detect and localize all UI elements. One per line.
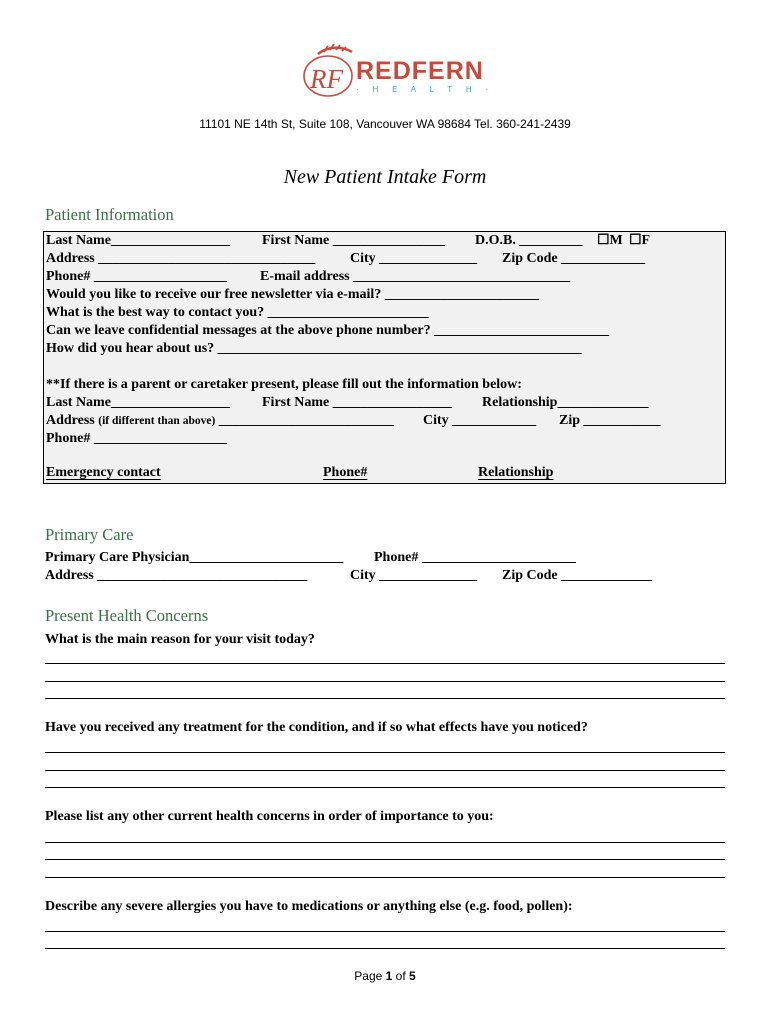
question-main-reason: What is the main reason for your visit today? (45, 632, 315, 647)
caretaker-zip-field[interactable]: Zip ___________ (559, 413, 661, 428)
primary-care-city-field[interactable]: City ______________ (350, 568, 478, 583)
answer-line[interactable] (45, 770, 725, 771)
caretaker-address-label: Address (46, 413, 95, 428)
page-number: 1 (385, 969, 393, 983)
answer-line[interactable] (45, 752, 725, 753)
caretaker-relationship-field[interactable]: Relationship_____________ (482, 395, 649, 410)
primary-care-address-field[interactable]: Address ______________________________ (45, 568, 308, 583)
phone-field[interactable]: Phone# ___________________ (46, 269, 227, 284)
emergency-phone-field[interactable] (323, 464, 465, 482)
section-title-primary-care: Primary Care (45, 525, 134, 544)
emergency-contact-label: Emergency contact (46, 465, 161, 480)
first-name-field[interactable]: First Name ________________ (262, 233, 445, 248)
answer-line[interactable] (45, 842, 725, 843)
question-other-concerns: Please list any other current health concerns in order of importance to you: (45, 809, 494, 824)
sex-female-checkbox[interactable]: ☐F (629, 233, 651, 248)
answer-line[interactable] (45, 877, 725, 878)
answer-line[interactable] (45, 663, 725, 664)
answer-line[interactable] (45, 931, 725, 932)
city-field[interactable]: City ______________ (350, 251, 478, 266)
dob-field[interactable]: D.O.B. _________ (475, 233, 583, 248)
answer-line[interactable] (45, 681, 725, 682)
caretaker-city-field[interactable]: City ____________ (423, 413, 537, 428)
of-word: of (395, 969, 406, 983)
contact-method-question[interactable]: What is the best way to contact you? _______________________ (46, 305, 429, 320)
newsletter-question[interactable]: Would you like to receive our free newsletter via e-mail? ______________________ (46, 287, 539, 302)
caretaker-address-field[interactable] (46, 412, 394, 430)
emergency-contact-field[interactable] (46, 464, 307, 482)
section-title-patient-information: Patient Information (45, 205, 174, 224)
answer-line[interactable] (45, 787, 725, 788)
page-total: 5 (409, 969, 416, 983)
caretaker-first-name-field[interactable]: First Name _________________ (262, 395, 452, 410)
section-title-present-health-concerns: Present Health Concerns (45, 606, 209, 625)
form-title: New Patient Intake Form (283, 166, 487, 188)
logo-monogram: RF (310, 64, 343, 94)
caretaker-address-hint: (if different than above) (98, 415, 216, 427)
last-name-field[interactable]: Last Name_________________ (46, 233, 230, 248)
confidential-message-question[interactable]: Can we leave confidential messages at the above phone number? _________________________ (46, 323, 610, 338)
answer-line[interactable] (45, 698, 725, 699)
question-allergies: Describe any severe allergies you have to medications or anything else (e.g. food, pollen): (45, 899, 573, 914)
emergency-relationship-label: Relationship (478, 465, 554, 480)
logo-name: REDFERN (356, 57, 484, 85)
page-footer (0, 969, 770, 983)
caretaker-phone-field[interactable]: Phone# ___________________ (46, 431, 227, 446)
question-treatment: Have you received any treatment for the condition, and if so what effects have you noticed? (45, 720, 588, 735)
email-field[interactable]: E-mail address _______________________________ (260, 269, 571, 284)
caretaker-address-line: _________________________ (215, 413, 394, 428)
caretaker-note: **If there is a parent or caretaker present, please fill out the information below: (46, 377, 522, 392)
emergency-relationship-field[interactable] (478, 464, 651, 482)
referral-source-question[interactable]: How did you hear about us? ____________________________________________________ (46, 341, 582, 356)
primary-care-phone-field[interactable]: Phone# ______________________ (374, 550, 576, 565)
emergency-phone-label: Phone# (323, 465, 368, 480)
address-field[interactable]: Address _______________________________ (46, 251, 316, 266)
primary-care-zip-field[interactable]: Zip Code _____________ (502, 568, 653, 583)
patient-info-box (43, 231, 726, 484)
page-word: Page (354, 969, 383, 983)
answer-line[interactable] (45, 948, 725, 949)
sex-male-checkbox[interactable]: ☐M (597, 233, 623, 248)
clinic-address: 11101 NE 14th St, Suite 108, Vancouver WA 98684 Tel. 360-241-2439 (199, 117, 571, 131)
logo-subtitle: · H E A L T H · (356, 85, 494, 94)
zip-code-field[interactable]: Zip Code ____________ (502, 251, 646, 266)
caretaker-last-name-field[interactable]: Last Name_________________ (46, 395, 230, 410)
answer-line[interactable] (45, 859, 725, 860)
primary-care-physician-field[interactable]: Primary Care Physician______________________ (45, 550, 344, 565)
